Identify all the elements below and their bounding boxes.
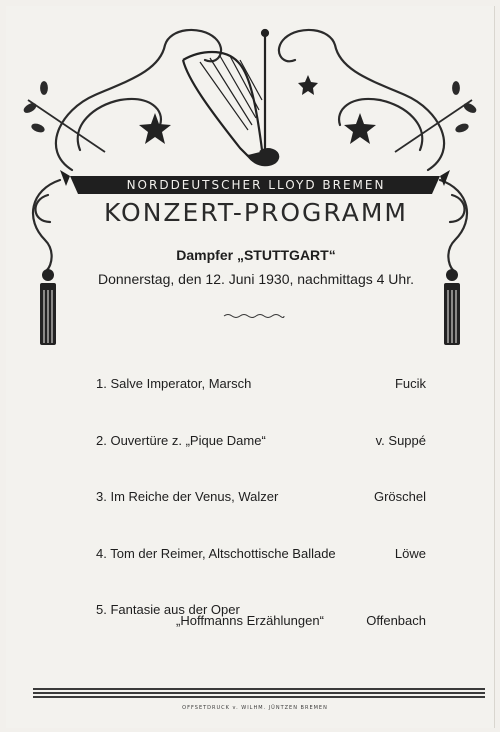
wavy-divider-icon [222,312,286,320]
harp-icon [183,30,278,165]
banner-text: NORDDEUTSCHER LLOYD BREMEN [126,178,386,192]
piece-title: 2. Ouvertüre z. „Pique Dame“ [96,433,266,448]
star-icon [139,75,376,144]
concert-date: Donnerstag, den 12. Juni 1930, nachmittags 4 Uhr. [98,271,414,287]
page-title: KONZERT-PROGRAMM [104,198,408,227]
piece-subtitle: „Hoffmanns Erzählungen“ [176,613,324,628]
piece-title: 4. Tom der Reimer, Altschottische Ballade [96,546,336,561]
composer-name: v. Suppé [375,433,426,448]
program-item [96,601,430,637]
composer-name: Offenbach [366,613,426,628]
piece-title: 3. Im Reiche der Venus, Walzer [96,489,279,504]
ship-name: Dampfer „STUTTGART“ [176,247,336,263]
printer-credit: OFFSETDRUCK v. WILHM. JÜNTZEN BREMEN [182,705,328,711]
footer-rules [33,688,485,700]
composer-name: Gröschel [373,489,426,504]
piece-title: 1. Salve Imperator, Marsch [96,376,252,391]
composer-name: Fucik [394,376,426,391]
piece-title: 5. Fantasie aus der Oper [96,602,240,617]
composer-name: Löwe [394,546,426,561]
